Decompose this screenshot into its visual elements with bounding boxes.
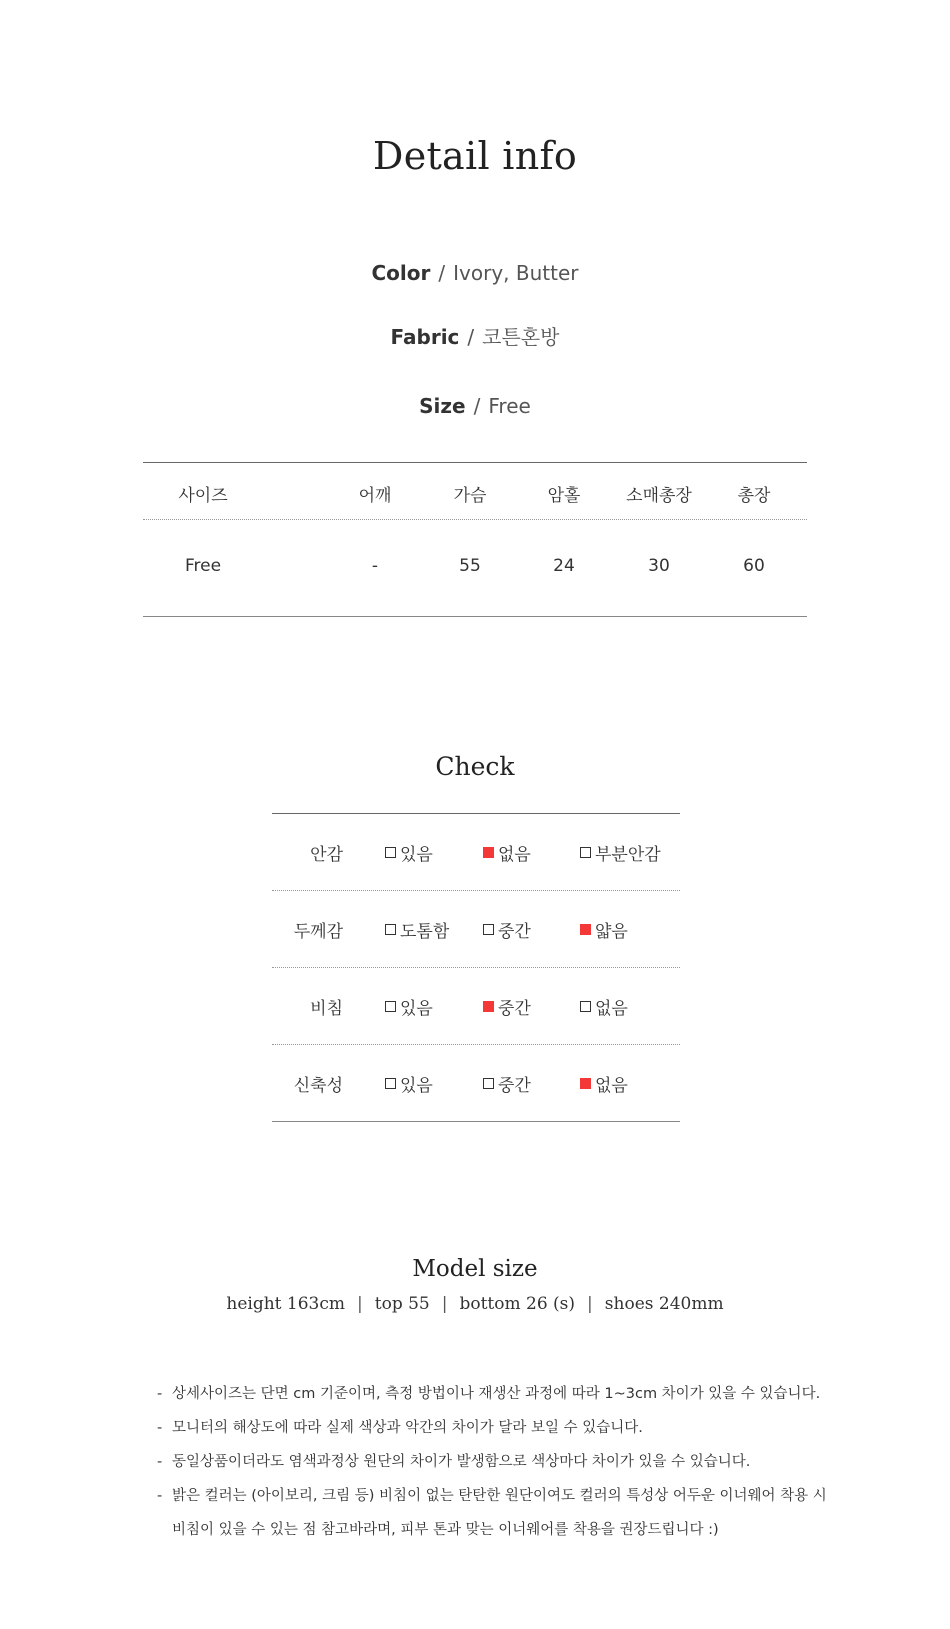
- model-size-line: [0, 1294, 950, 1314]
- size-cell: Free: [184, 556, 222, 576]
- check-option-label: 중간: [498, 1076, 531, 1096]
- check-row-lining: [272, 814, 680, 890]
- checkbox-checked-icon: [580, 1078, 591, 1089]
- checkbox-checked-icon: [483, 847, 494, 858]
- check-option-label: 중간: [498, 999, 531, 1019]
- check-option: [385, 917, 449, 942]
- model-size-item: top 55: [374, 1294, 430, 1314]
- size-cell: 24: [553, 556, 575, 576]
- list-item: - 상세사이즈는 단면 cm 기준이며, 측정 방법이나 재생산 과정에 따라 1~3cm 차이가 있을 수 있습니다.: [157, 1377, 817, 1411]
- spec-color: [0, 258, 950, 288]
- size-table: [143, 462, 807, 617]
- size-header-cell: 가슴: [453, 486, 487, 506]
- checkbox-checked-icon: [483, 1001, 494, 1012]
- spec-color-value: Ivory, Butter: [453, 261, 579, 285]
- spec-color-key: Color: [371, 261, 431, 285]
- check-option: [580, 917, 628, 942]
- checkbox-icon: [385, 924, 396, 935]
- checkbox-icon: [385, 1001, 396, 1012]
- size-header-cell: 어깨: [358, 486, 392, 506]
- model-size-separator: |: [441, 1294, 448, 1314]
- model-size-item: height 163cm: [226, 1294, 346, 1314]
- size-cell: -: [371, 556, 379, 576]
- checkbox-icon: [385, 1078, 396, 1089]
- check-row-thickness: [272, 890, 680, 967]
- check-option-label: 없음: [595, 999, 628, 1019]
- spec-separator: /: [467, 325, 475, 349]
- check-table: [272, 813, 680, 1122]
- check-option: [385, 1071, 433, 1096]
- checkbox-icon: [483, 924, 494, 935]
- check-row-sheerness: [272, 967, 680, 1044]
- model-size-separator: |: [587, 1294, 593, 1314]
- check-option: [483, 994, 531, 1019]
- spec-fabric: [0, 322, 950, 352]
- size-header-cell: 사이즈: [178, 486, 228, 506]
- checkbox-icon: [385, 847, 396, 858]
- checkbox-checked-icon: [580, 924, 591, 935]
- check-option-label: 있음: [400, 1076, 433, 1096]
- check-option: [580, 994, 628, 1019]
- check-row-label: 안감: [310, 845, 343, 865]
- check-option-label: 있음: [400, 845, 433, 865]
- check-option-label: 도톰함: [400, 922, 450, 942]
- model-size-item: bottom 26 (s): [459, 1294, 576, 1314]
- check-option: [580, 840, 661, 865]
- notice-list: [157, 1377, 827, 1547]
- spec-size: [0, 391, 950, 421]
- check-row-stretch: [272, 1044, 680, 1121]
- check-option: [483, 917, 531, 942]
- spec-separator: /: [473, 394, 481, 418]
- check-option: [580, 1071, 628, 1096]
- list-item: - 동일상품이더라도 염색과정상 원단의 차이가 발생함으로 색상마다 차이가 있을 수 있습니다.: [157, 1445, 817, 1479]
- list-item: - 모니터의 해상도에 따라 실제 색상과 악간의 차이가 달라 보일 수 있습니다.: [157, 1411, 817, 1445]
- check-row-label: 신축성: [293, 1076, 343, 1096]
- size-header-cell: 소매총장: [626, 486, 692, 506]
- list-item: 비침이 있을 수 있는 점 참고바라며, 피부 톤과 맞는 이너웨어를 착용을 권장드립니다 :): [172, 1522, 719, 1538]
- size-table-header: [143, 463, 807, 520]
- spec-fabric-value: 코튼혼방: [482, 325, 560, 349]
- check-option: [385, 994, 433, 1019]
- size-header-cell: 총장: [737, 486, 771, 506]
- checkbox-icon: [580, 847, 591, 858]
- size-cell: 55: [459, 556, 481, 576]
- checkbox-icon: [483, 1078, 494, 1089]
- check-option-label: 얇음: [595, 922, 628, 942]
- check-option: [483, 1071, 531, 1096]
- check-title: Check: [435, 752, 515, 781]
- page-title: Detail info: [372, 134, 578, 178]
- spec-size-value: Free: [488, 394, 531, 418]
- check-option: [385, 840, 433, 865]
- spec-separator: /: [438, 261, 446, 285]
- check-option-label: 없음: [595, 1076, 628, 1096]
- table-row: [143, 520, 807, 616]
- spec-size-key: Size: [419, 394, 466, 418]
- model-size-separator: |: [357, 1294, 363, 1314]
- size-cell: 30: [648, 556, 670, 576]
- check-option-label: 부분안감: [595, 845, 661, 865]
- check-option: [483, 840, 531, 865]
- checkbox-icon: [580, 1001, 591, 1012]
- size-cell: 60: [743, 556, 765, 576]
- spec-fabric-key: Fabric: [390, 325, 460, 349]
- model-size-item: shoes 240mm: [604, 1294, 724, 1314]
- check-option-label: 중간: [498, 922, 531, 942]
- check-row-label: 비침: [310, 999, 343, 1019]
- size-header-cell: 암홀: [547, 486, 581, 506]
- check-option-label: 있음: [400, 999, 433, 1019]
- check-option-label: 없음: [498, 845, 531, 865]
- check-row-label: 두께감: [293, 922, 343, 942]
- model-size-title: Model size: [412, 1256, 538, 1282]
- list-item: - 밝은 컬러는 (아이보리, 크림 등) 비침이 없는 탄탄한 원단이여도 컬러의 특성상 어두운 이너웨어 착용 시: [157, 1479, 817, 1513]
